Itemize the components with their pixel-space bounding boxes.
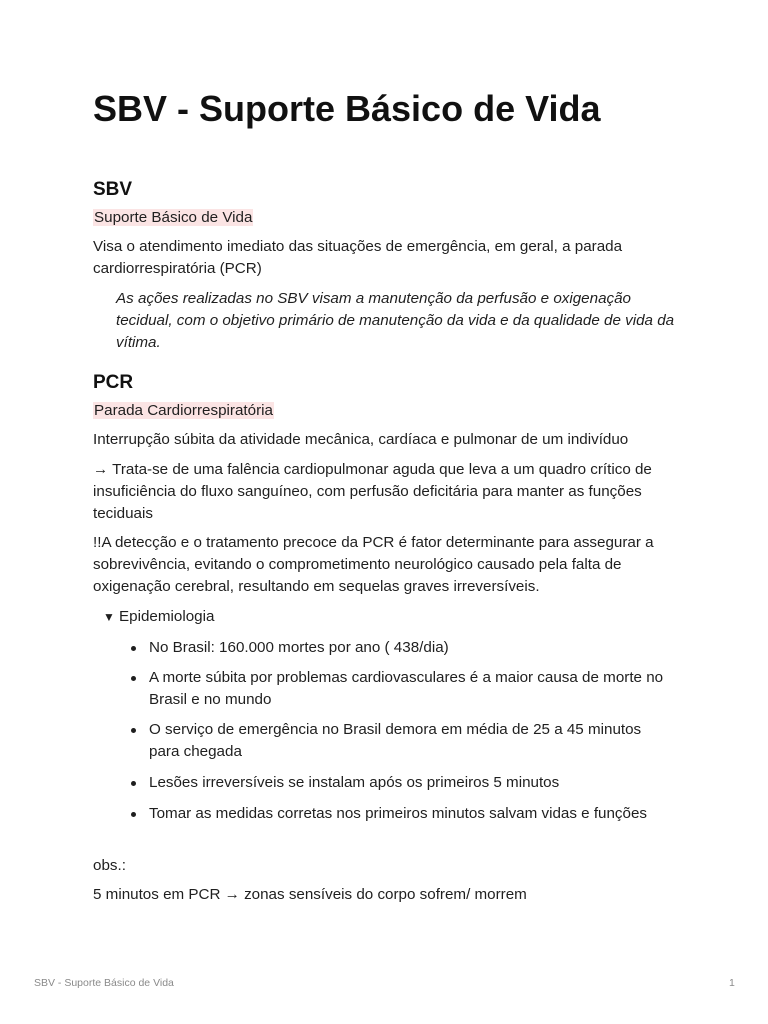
list-item bbox=[129, 637, 669, 659]
page-title: SBV - Suporte Básico de Vida bbox=[93, 88, 601, 129]
highlight-text: Parada Cardiorrespiratória bbox=[94, 402, 273, 419]
paragraph-pcr-detection: !!A detecção e o tratamento precoce da PCR é fator determinante para assegurar a sobrevivência, evitando o comprometimento neurológico causado pela falta de oxigenação cerebral, resultando em sequelas graves irreversíveis. bbox=[93, 534, 654, 595]
list-item bbox=[129, 667, 669, 711]
highlight-text: Suporte Básico de Vida bbox=[94, 209, 253, 226]
list-item bbox=[129, 803, 669, 825]
highlight-pcr bbox=[93, 400, 683, 422]
list-item-text: Lesões irreversíveis se instalam após os primeiros 5 minutos bbox=[149, 774, 560, 791]
bullet-dot-icon bbox=[131, 646, 136, 651]
paragraph-sbv-definition: Visa o atendimento imediato das situações de emergência, em geral, a parada cardiorrespiratória (PCR) bbox=[93, 238, 623, 277]
toggle-epidemiologia[interactable] bbox=[103, 606, 214, 628]
list-item-text: A morte súbita por problemas cardiovasculares é a maior causa de morte no Brasil e no mundo bbox=[149, 669, 664, 708]
list-item bbox=[129, 772, 669, 794]
paragraph-obs-text: 5 minutos em PCR → zonas sensíveis do corpo sofrem/ morrem bbox=[93, 886, 527, 903]
list-item-text: Tomar as medidas corretas nos primeiros minutos salvam vidas e funções bbox=[149, 805, 648, 822]
paragraph-pcr-arrow: → Trata-se de uma falência cardiopulmonar aguda que leva a um quadro crítico de insuficiência do fluxo sanguíneo, com perfusão deficitária para manter as funções teciduais bbox=[93, 461, 652, 522]
paragraph-obs-label: obs.: bbox=[93, 857, 126, 874]
section-heading-sbv: SBV bbox=[93, 179, 133, 200]
list-item-text: No Brasil: 160.000 mortes por ano ( 438/dia) bbox=[149, 639, 449, 656]
footer-page-number: 1 bbox=[729, 977, 735, 989]
highlight-sbv bbox=[93, 207, 683, 229]
toggle-label: Epidemiologia bbox=[119, 608, 215, 625]
paragraph-pcr-definition: Interrupção súbita da atividade mecânica, cardíaca e pulmonar de um indivíduo bbox=[93, 431, 629, 448]
list-item bbox=[129, 719, 669, 763]
footer-title: SBV - Suporte Básico de Vida bbox=[34, 977, 174, 989]
bullet-dot-icon bbox=[131, 781, 136, 786]
bullet-dot-icon bbox=[131, 676, 136, 681]
bullet-dot-icon bbox=[131, 728, 136, 733]
section-heading-pcr: PCR bbox=[93, 372, 134, 393]
list-item-text: O serviço de emergência no Brasil demora em média de 25 a 45 minutos para chegada bbox=[149, 721, 642, 760]
toggle-triangle-icon: ▼ bbox=[103, 610, 115, 624]
bullet-dot-icon bbox=[131, 812, 136, 817]
quote-sbv: As ações realizadas no SBV visam a manutenção da perfusão e oxigenação tecidual, com o objetivo primário de manutenção da vida e da qualidade de vida da vítima. bbox=[116, 290, 675, 351]
